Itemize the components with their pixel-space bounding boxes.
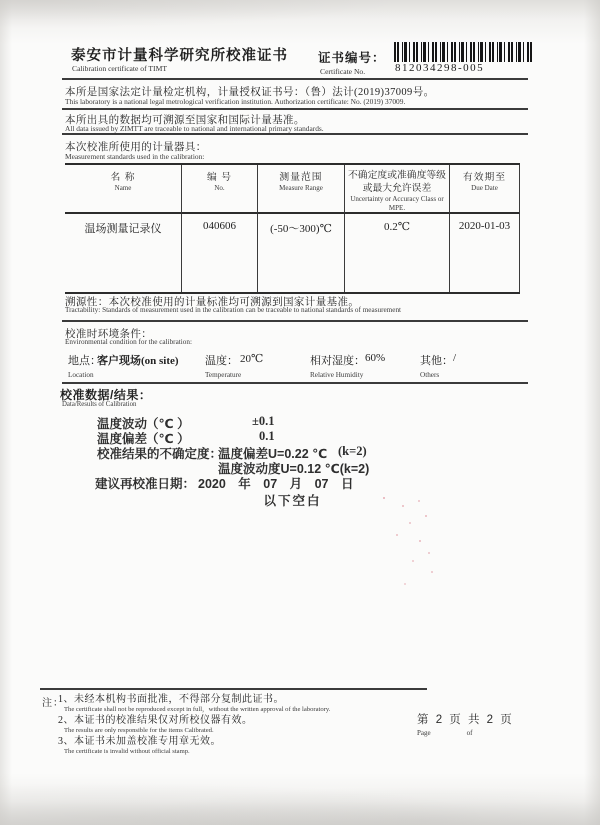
divider: [62, 108, 528, 110]
blank-below-marker: 以下空白: [263, 494, 322, 508]
statement-authorization: 本所是国家法定计量检定机构，计量授权证书号：（鲁）法计(2019)37009号。: [65, 87, 435, 98]
divider: [62, 382, 528, 384]
environment-labels-row-en: [65, 371, 535, 381]
table-header-no: 编 号 No.: [182, 165, 258, 214]
temperature-value: 20℃: [240, 353, 264, 365]
page-number: 第 2 页 共 2 页: [417, 714, 514, 726]
scan-shadow-left: [0, 0, 12, 825]
humidity-value: 60%: [365, 352, 386, 364]
table-header-name: 名 称 Name: [65, 165, 182, 214]
statement-traceable: 本所出具的数据均可溯源至国家和国际计量基准。: [65, 115, 305, 126]
statement-authorization-en: This laboratory is a national legal metrological verification institution. Authorization certificate: No. (2019) 37009.: [65, 97, 406, 106]
result-row-fluctuation: 温度波动 （℃ ） ±0.1: [97, 414, 275, 431]
certificate-title-en: Calibration certificate of TIMT: [72, 64, 167, 73]
statement-instruments: 本次校准所使用的计量器具：: [65, 142, 207, 153]
result-row-deviation: 温度偏差 （℃ ） 0.1: [97, 429, 275, 446]
others-value: /: [453, 352, 457, 364]
table-cell-no: 040606: [182, 214, 258, 292]
divider: [62, 133, 528, 135]
location-label-en: Location: [68, 371, 94, 379]
table-cell-name: 温场测量记录仪: [65, 214, 182, 292]
result-row-recalibration-date: 建议再校准日期： 2020 年 07 月 07 日: [0, 474, 600, 489]
temperature-label-en: Temperature: [205, 371, 242, 379]
certificate-number: 812034298-005: [395, 62, 485, 74]
of-label: of: [466, 729, 473, 737]
divider: [62, 320, 528, 322]
divider: [62, 78, 528, 80]
environment-title: 校准时环境条件：: [65, 329, 153, 340]
table-header-uncertainty: 不确定度或准确度等级或最大允许误差 Uncertainty or Accuracy Class or MPE.: [345, 165, 450, 214]
table-header-due-date: 有效期至 Due Date: [450, 165, 520, 214]
environment-title-en: Environmental condition for the calibration:: [65, 338, 192, 346]
location-value: 客户现场(on site): [97, 355, 179, 367]
traceability-statement-en: Tractability: Standards of measurement used in the calibration can be traceable to national standards of measurement: [65, 306, 402, 314]
certificate-title: 泰安市计量科学研究所校准证书: [71, 48, 288, 64]
table-header-range: 测量范围 Measure Range: [258, 165, 345, 214]
standards-table: [65, 163, 520, 294]
footnote-item: 1、未经本机构书面批准，不得部分复制此证书。 The certificate shall not be reproduced except in full，without the written approval of the laboratory.: [58, 694, 331, 713]
page-number-en: [417, 729, 472, 737]
traceability-statement: 溯源性：本次校准使用的计量标准均可溯源到国家计量基准。: [65, 297, 360, 308]
humidity-label-en: Relative Humidity: [310, 371, 364, 379]
footnote-item: 3、本证书未加盖校准专用章无效。 The certificate is invalid without official stamp.: [58, 736, 221, 755]
results-title-en: Data/Results of Calibration: [62, 401, 137, 408]
scan-shadow-right: [584, 0, 600, 825]
statement-instruments-en: Measurement standards used in the calibration:: [65, 152, 205, 161]
table-cell-uncertainty: 0.2℃: [345, 214, 450, 292]
others-label-en: Others: [420, 371, 440, 379]
footnote-item: 2、本证书的校准结果仅对所校仪器有效。 The results are only responsible for the items Calibrated.: [58, 715, 253, 734]
scan-shadow-top: [0, 0, 600, 44]
footnotes-label: 注：: [42, 698, 64, 709]
certificate-number-label: 证书编号：: [318, 51, 386, 65]
results-title: 校准数据/结果：: [60, 388, 152, 402]
result-row-uncertainty-1: 校准结果的不确定度： 温度偏差U=0.22 ℃ (k=2): [97, 444, 367, 461]
result-row-uncertainty-2: 温度波动度U=0.12 ℃(k=2): [218, 462, 370, 476]
table-cell-range: (-50～300)℃: [258, 214, 345, 292]
red-ink-speckles: [383, 497, 385, 499]
footnotes: [42, 694, 412, 757]
recalibration-date-value: 2020 年 07 月 07 日: [198, 477, 354, 491]
scan-shadow-bottom: [0, 773, 600, 825]
statement-traceable-en: All data issued by ZIMTT are traceable to national and international primary standards.: [65, 124, 324, 133]
temperature-label: 温度：: [205, 355, 238, 367]
location-label: 地点：: [68, 355, 101, 367]
others-label: 其他：: [420, 355, 453, 367]
page-label: Page: [417, 729, 431, 737]
barcode-icon: [394, 42, 532, 62]
environment-values-row: [65, 352, 535, 366]
table-cell-due-date: 2020-01-03: [450, 214, 520, 292]
certificate-number-label-en: Certificate No.: [320, 67, 366, 76]
humidity-label: 相对湿度：: [310, 355, 365, 367]
divider: [40, 688, 427, 690]
